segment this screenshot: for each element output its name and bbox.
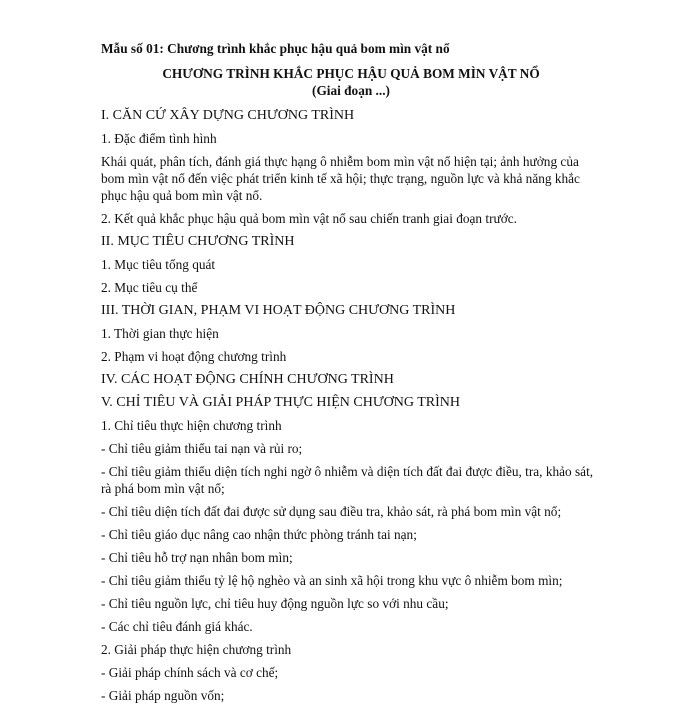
list-item: 1. Đặc điểm tình hình xyxy=(101,131,217,146)
list-item: - Các chỉ tiêu đánh giá khác. xyxy=(101,619,253,634)
list-item: - Chỉ tiêu diện tích đất đai được sử dụng sau điều tra, khảo sát, rà phá bom mìn vật nổ; xyxy=(101,504,562,519)
list-item: - Chỉ tiêu giáo dục nâng cao nhận thức phòng tránh tai nạn; xyxy=(101,527,417,542)
list-item: 1. Chỉ tiêu thực hiện chương trình xyxy=(101,418,282,433)
section-heading: I. CĂN CỨ XÂY DỰNG CHƯƠNG TRÌNH xyxy=(101,108,355,123)
list-item: 1. Mục tiêu tổng quát xyxy=(101,257,216,272)
list-item: 2. Phạm vi hoạt động chương trình xyxy=(101,349,287,364)
paragraph: Khái quát, phân tích, đánh giá thực hạng ô nhiễm bom mìn vật nổ hiện tại; ảnh hưởng của bom mìn vật nổ đến việc phát triển kinh tế xã hội; thực trạng, nguồn lực và khả năng khắc phục hậu quả bom mìn vật nổ. xyxy=(101,154,580,203)
list-item: - Giải pháp chính sách và cơ chế; xyxy=(101,665,279,680)
document-subtitle: (Giai đoạn ...) xyxy=(312,83,390,98)
list-item: 2. Kết quả khắc phục hậu quả bom mìn vật nổ sau chiến tranh giai đoạn trước. xyxy=(101,211,517,226)
document-page xyxy=(101,40,601,710)
list-item: - Chỉ tiêu hỗ trợ nạn nhân bom mìn; xyxy=(101,550,293,565)
list-item: 1. Thời gian thực hiện xyxy=(101,326,219,341)
list-item: - Giải pháp nguồn vốn; xyxy=(101,688,225,703)
list-item: - Chỉ tiêu nguồn lực, chỉ tiêu huy động nguồn lực so với nhu cầu; xyxy=(101,596,449,611)
section-heading: V. CHỈ TIÊU VÀ GIẢI PHÁP THỰC HIỆN CHƯƠNG TRÌNH xyxy=(101,395,461,410)
document-title: CHƯƠNG TRÌNH KHẮC PHỤC HẬU QUẢ BOM MÌN VẬT NỔ xyxy=(162,66,540,81)
form-label: Mẫu số 01: Chương trình khắc phục hậu quả bom mìn vật nổ xyxy=(101,41,450,56)
list-item: - Chỉ tiêu giảm thiểu tai nạn và rủi ro; xyxy=(101,441,303,456)
list-item: 2. Mục tiêu cụ thể xyxy=(101,280,198,295)
list-item: - Chỉ tiêu giảm thiểu diện tích nghi ngờ ô nhiễm và diện tích đất đai được điều, tra, khảo sát, rà phá bom mìn vật nổ; xyxy=(101,464,594,496)
list-item: - Chỉ tiêu giảm thiểu tỷ lệ hộ nghèo và an sinh xã hội trong khu vực ô nhiễm bom mìn; xyxy=(101,573,563,588)
section-heading: IV. CÁC HOẠT ĐỘNG CHÍNH CHƯƠNG TRÌNH xyxy=(101,372,394,387)
section-heading: II. MỤC TIÊU CHƯƠNG TRÌNH xyxy=(101,234,295,249)
document-body xyxy=(101,107,601,704)
list-item: 2. Giải pháp thực hiện chương trình xyxy=(101,642,292,657)
section-heading: III. THỜI GIAN, PHẠM VI HOẠT ĐỘNG CHƯƠNG TRÌNH xyxy=(101,303,456,318)
